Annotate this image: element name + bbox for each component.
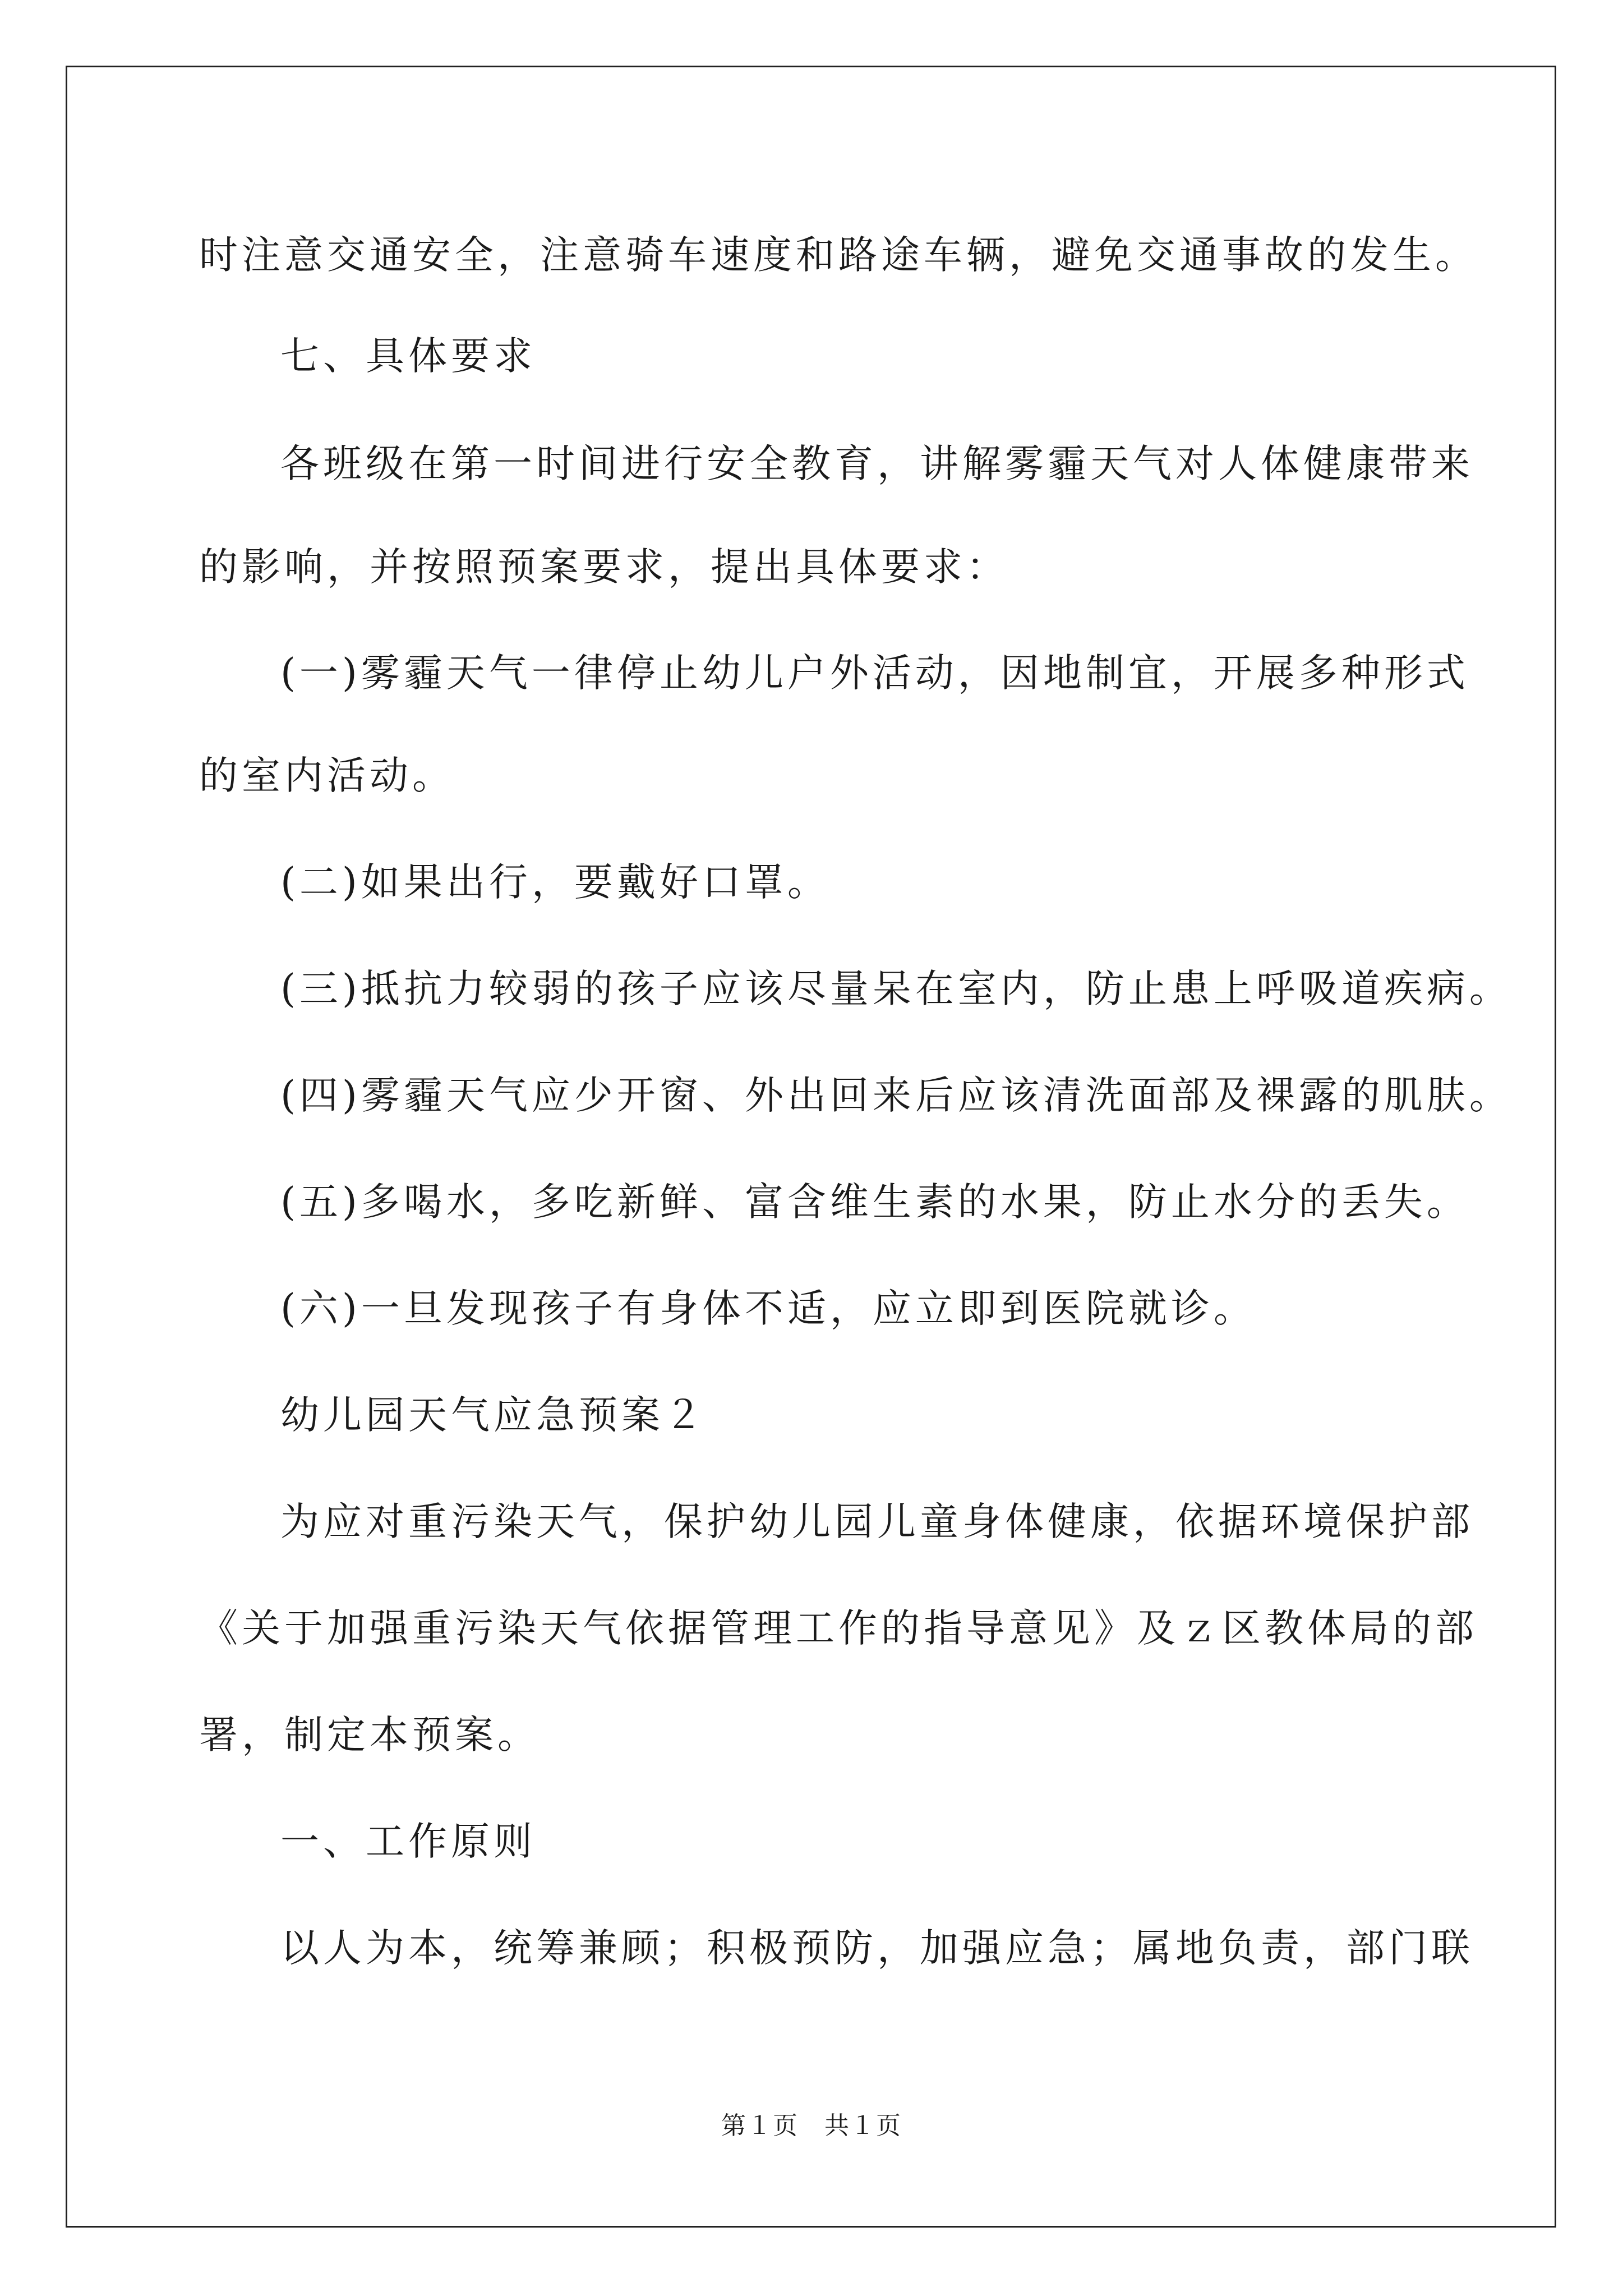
section-heading: 一、工作原则 <box>280 1819 536 1864</box>
paragraph-line: 时注意交通安全，注意骑车速度和路途车辆，避免交通事故的发生。 <box>199 233 1478 278</box>
paragraph-line: 为应对重污染天气，保护幼儿园儿童身体健康，依据环境保护部 <box>280 1499 1474 1544</box>
paragraph-line: 《关于加强重污染天气依据管理工作的指导意见》及ｚ区教体局的部 <box>199 1606 1478 1651</box>
list-item: (五)多喝水，多吃新鲜、富含维生素的水果，防止水分的丢失。 <box>280 1180 1469 1225</box>
paragraph-line: 以人为本，统筹兼顾；积极预防，加强应急；属地负责，部门联 <box>280 1926 1474 1971</box>
list-item: (一)雾霾天气一律停止幼儿户外活动，因地制宜，开展多种形式 <box>280 651 1469 696</box>
paragraph-line: 署，制定本预案。 <box>199 1713 540 1757</box>
paragraph-line: 的影响，并按照预案要求，提出具体要求： <box>199 545 1009 590</box>
section-heading: 七、具体要求 <box>280 334 536 379</box>
list-item: (六)一旦发现孩子有身体不适，应立即到医院就诊。 <box>280 1286 1256 1331</box>
page-footer: 第１页 共１页 <box>721 2111 902 2140</box>
list-item: (三)抵抗力较弱的孩子应该尽量呆在室内，防止患上呼吸道疾病。 <box>280 967 1512 1011</box>
section-title: 幼儿园天气应急预案２ <box>280 1393 707 1438</box>
paragraph-line: 各班级在第一时间进行安全教育，讲解雾霾天气对人体健康带来 <box>280 441 1474 486</box>
list-item-continuation: 的室内活动。 <box>199 753 455 798</box>
list-item: (四)雾霾天气应少开窗、外出回来后应该清洗面部及裸露的肌肤。 <box>280 1073 1512 1118</box>
list-item: (二)如果出行，要戴好口罩。 <box>280 860 830 905</box>
